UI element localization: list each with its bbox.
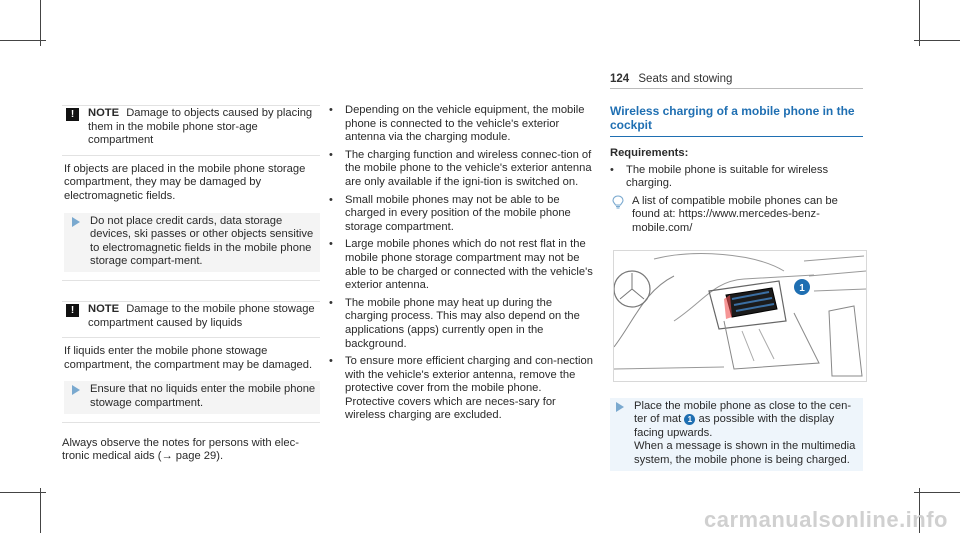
notice-title: Damage to the mobile phone stowage compartment caused by liquids	[88, 302, 315, 329]
section-title: Wireless charging of a mobile phone in the cockpit	[610, 104, 855, 132]
cockpit-illustration	[613, 250, 867, 382]
list-item: • Depending on the vehicle equipment, the mobile phone is connected to the vehicle's exterior antenna via the charging module.	[329, 104, 585, 144]
note-label: NOTE	[88, 302, 120, 315]
play-arrow-icon	[72, 385, 80, 395]
notice-text: If objects are placed in the mobile phone storage compartment, they may be damaged by electromagnetic fields.	[64, 162, 306, 202]
action-step: Place the mobile phone as close to the cen-ter of mat 1 as possible with the display facing upwards. When a message is shown in the multimedia system, the mobile phone is being charged.	[610, 398, 863, 471]
column-right	[610, 104, 863, 471]
notice-box	[62, 301, 320, 423]
play-arrow-icon	[72, 217, 80, 227]
requirements-label: Requirements:	[610, 147, 689, 159]
column-left	[62, 105, 320, 464]
paragraph: Always observe the notes for persons with elec-tronic medical aids (→ page 29).	[62, 436, 299, 463]
bullet-icon: •	[329, 238, 333, 251]
crop-mark	[914, 40, 960, 41]
bullet-icon: •	[329, 104, 333, 116]
notice-heading	[62, 106, 320, 156]
header-divider	[610, 88, 863, 89]
list-item: • Small mobile phones may not be able to be charged in every position of the mobile phone storage compartment.	[329, 193, 571, 233]
cross-reference-arrow-icon: →	[161, 450, 173, 463]
bullet-icon: •	[329, 296, 333, 309]
lightbulb-icon	[610, 195, 626, 209]
exclamation-icon: !	[66, 108, 79, 121]
notice-text: If liquids enter the mobile phone stowage compartment, the compartment may be damaged.	[64, 345, 313, 371]
illustration-image	[614, 251, 866, 381]
list-item: • The mobile phone may heat up during the charging process. This may also depend on the applications (apps) currently open in the background.	[329, 296, 580, 350]
notice-title: Damage to objects caused by placing them in the mobile phone stor-age compartment	[88, 107, 313, 147]
info-text: A list of compatible mobile phones can be found at: https://www.mercedes-benz-mobile.com/	[632, 194, 838, 234]
page-link[interactable]: page 29	[175, 450, 217, 463]
exclamation-icon: !	[66, 304, 79, 317]
bullet-icon: •	[610, 163, 614, 176]
crop-mark	[40, 488, 41, 533]
list-item: • Large mobile phones which do not rest flat in the mobile phone storage compartment may not be able to be charged or connected with the vehicle's exterior antenna.	[329, 238, 593, 292]
list-item: • To ensure more efficient charging and con-nection with the vehicle's exterior antenna, remove the protective cover from the mobile phone. Protective covers which are neces-sary for wireless charging are excluded.	[329, 355, 593, 422]
section-name: Seats and stowing	[638, 73, 733, 85]
notice-body	[62, 156, 320, 280]
svg-text:1: 1	[799, 282, 805, 294]
notice-heading	[62, 302, 320, 338]
column-middle	[329, 104, 594, 427]
bullet-list	[329, 104, 594, 423]
notice-body	[62, 338, 320, 421]
bullet-icon: •	[329, 355, 333, 368]
section-divider	[610, 136, 863, 137]
note-label: NOTE	[88, 107, 120, 119]
watermark: carmanualsonline.info	[704, 507, 948, 533]
list-item: • The mobile phone is suitable for wireless charging.	[610, 163, 829, 190]
callout-badge: 1	[684, 414, 695, 425]
running-header	[610, 73, 732, 87]
list-item: • The charging function and wireless connec-tion of the mobile phone to the vehicle's exterior antenna are only available if the igni-tion is switched on.	[329, 148, 592, 188]
crop-mark	[914, 492, 960, 493]
action-step	[64, 213, 320, 272]
crop-mark	[0, 40, 46, 41]
action-text: Ensure that no liquids enter the mobile phone stowage compartment.	[90, 383, 316, 409]
action-text: Place the mobile phone as close to the cen-ter of mat	[634, 399, 852, 426]
bullet-icon: •	[329, 148, 333, 161]
crop-mark	[0, 492, 46, 493]
play-arrow-icon	[616, 402, 624, 412]
bullet-icon: •	[329, 193, 333, 206]
notice-box	[62, 105, 320, 281]
requirements-list	[610, 164, 863, 191]
action-text: Do not place credit cards, data storage devices, ski passes or other objects sensitive to electromagnetic fields in the mobile phone storage compart-ment.	[90, 214, 314, 268]
info-note	[610, 195, 863, 236]
action-result: When a message is shown in the multimedia system, the mobile phone is being charged.	[634, 440, 856, 466]
action-step	[64, 381, 320, 413]
page-number: 124	[610, 73, 630, 85]
